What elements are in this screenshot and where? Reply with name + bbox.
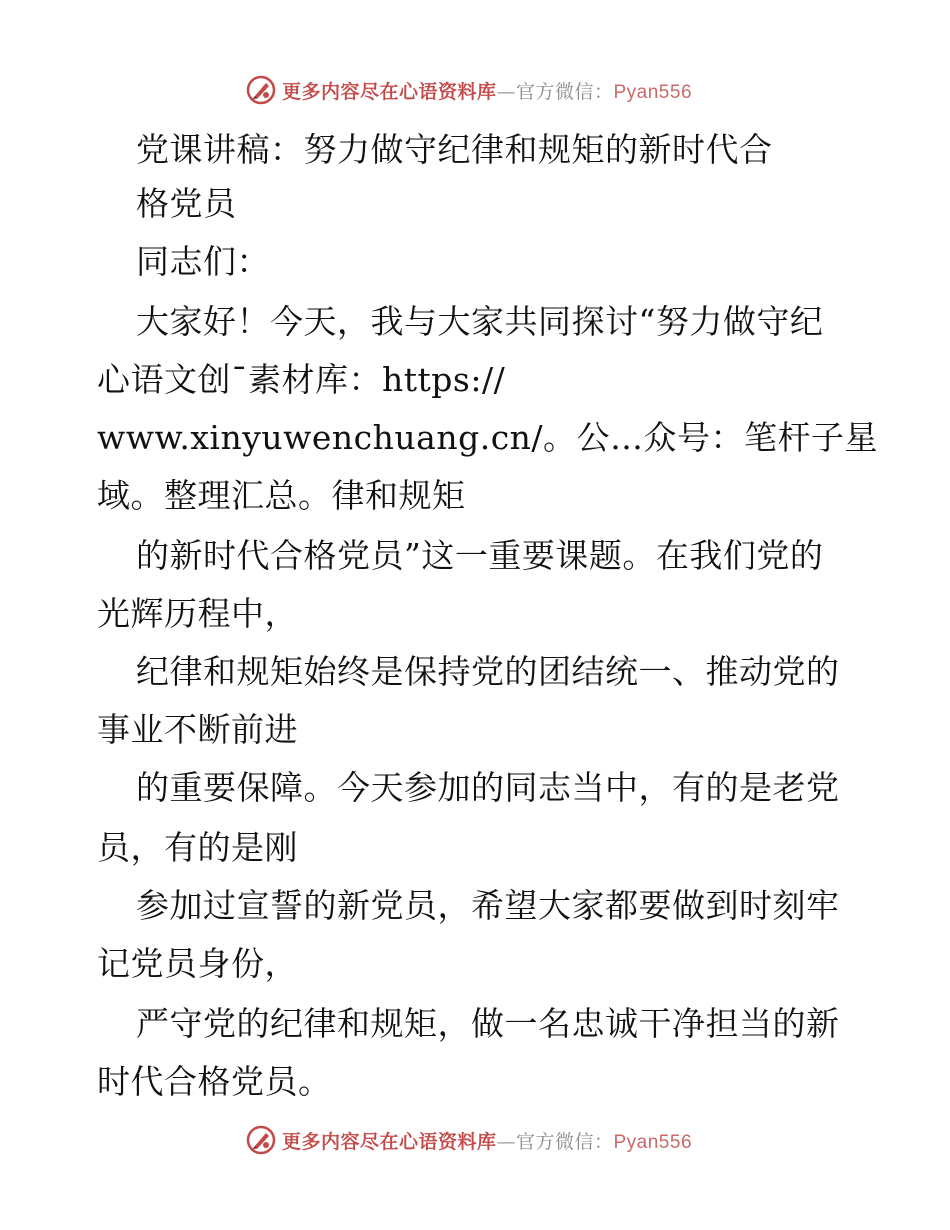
- paragraph-line: 光辉历程中，: [97, 594, 298, 633]
- header-banner-wechat-id: Pyan556: [613, 81, 693, 103]
- header-banner-official-label: 官方微信：: [515, 80, 614, 103]
- paragraph-line: 域。整理汇总。律和规矩: [97, 476, 466, 515]
- paragraph-line: 心语文创¯素材库：https://: [97, 360, 506, 399]
- header-banner-text: [282, 77, 692, 104]
- paragraph-line: 大家好！今天，我与大家共同探讨“努力做守纪: [136, 302, 824, 341]
- footer-banner-content: [246, 1125, 692, 1155]
- paragraph-line: 员，有的是刚: [97, 828, 298, 867]
- footer-banner: [0, 1120, 950, 1160]
- paragraph-line: 严守党的纪律和规矩，做一名忠诚干净担当的新: [136, 1004, 840, 1043]
- header-banner-title: 更多内容尽在心语资料库: [281, 80, 497, 103]
- footer-banner-title: 更多内容尽在心语资料库: [281, 1130, 497, 1153]
- paragraph-line: 纪律和规矩始终是保持党的团结统一、推动党的: [136, 652, 840, 691]
- header-banner-dash: —: [496, 80, 516, 103]
- footer-banner-wechat-id: Pyan556: [613, 1131, 693, 1153]
- footer-banner-dash: —: [496, 1130, 516, 1153]
- header-banner-content: [246, 75, 692, 105]
- document-title-line-2: 格党员: [136, 184, 237, 223]
- footer-banner-official-label: 官方微信：: [515, 1130, 614, 1153]
- paragraph-line: 的新时代合格党员”这一重要课题。在我们党的: [136, 536, 824, 575]
- paragraph-line: 记党员身份，: [97, 944, 298, 983]
- document-greeting: 同志们：: [136, 242, 270, 281]
- pen-nib-logo-icon: [246, 75, 276, 105]
- document-title-line-1: 党课讲稿：努力做守纪律和规矩的新时代合: [136, 130, 773, 169]
- header-banner: [0, 70, 950, 110]
- pen-nib-logo-icon: [246, 1125, 276, 1155]
- footer-banner-text: [282, 1127, 692, 1154]
- paragraph-line: 的重要保障。今天参加的同志当中，有的是老党: [136, 768, 840, 807]
- paragraph-line: 参加过宣誓的新党员，希望大家都要做到时刻牢: [136, 886, 840, 925]
- paragraph-line: 事业不断前进: [97, 710, 298, 749]
- paragraph-line: www.xinyuwenchuang.cn/。公…众号：笔杆子星: [97, 418, 879, 457]
- paragraph-line: 时代合格党员。: [97, 1062, 332, 1101]
